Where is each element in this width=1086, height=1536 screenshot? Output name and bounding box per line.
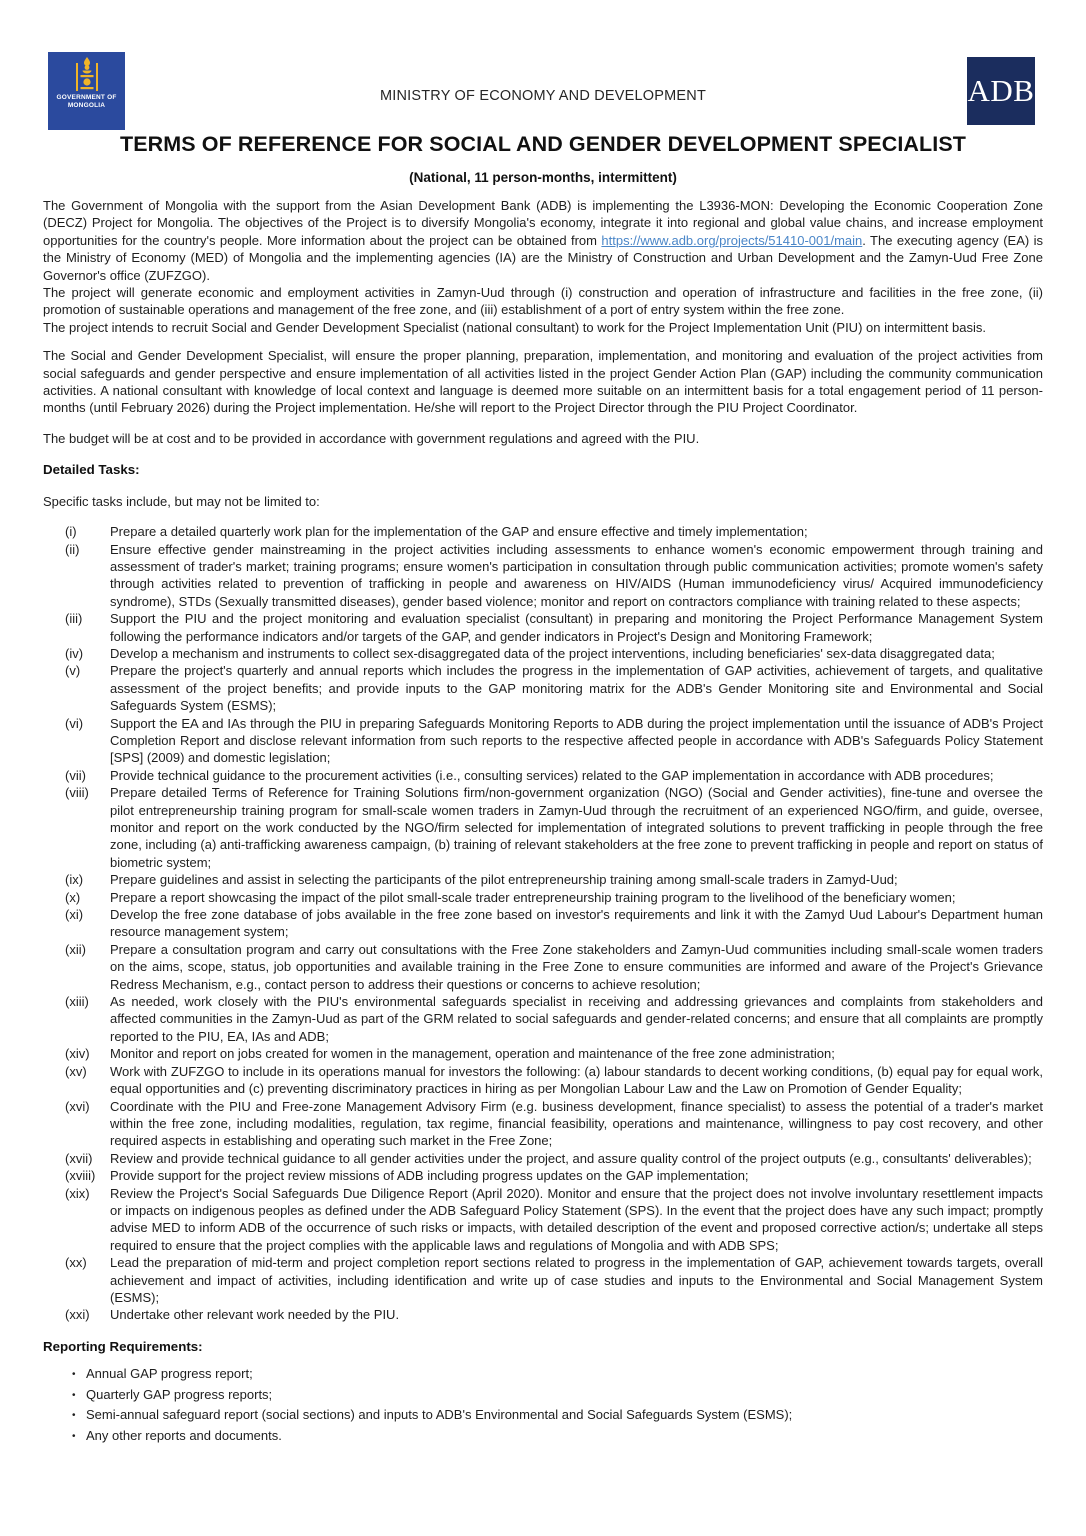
task-text: Prepare a detailed quarterly work plan for the implementation of the GAP and ensure effective and timely implementation; xyxy=(110,524,808,540)
soyombo-icon xyxy=(76,57,98,91)
task-number: (xiv) xyxy=(65,1046,90,1062)
bullet-text: Semi-annual safeguard report (social sections) and inputs to ADB's Environmental and Social Safeguards System (ESMS); xyxy=(86,1407,793,1423)
task-text: Ensure effective gender mainstreaming in the project activities including assessments to enhance women's economic empowerment through training and assessment of trader's market; training programs; ensure women's participation in consultation through public communication activities; promote women's safety through activities related to prevention of trafficking in people and awareness on HIV/AIDS (Human immunodeficiency virus/ Acquired immunodeficiency syndrome), STDs (Sexually transmitted diseases), gender based violence; monitor and report on contractors compliance with training related to these aspects; xyxy=(110,541,1043,609)
task-number: (xxi) xyxy=(65,1307,90,1323)
task-item xyxy=(43,1098,1043,1150)
task-text: Provide support for the project review missions of ADB including progress updates on the GAP implementation; xyxy=(110,1168,749,1184)
task-text: Review and provide technical guidance to all gender activities under the project, and assure quality control of the project outputs (e.g., consultants' deliverables); xyxy=(110,1150,1032,1166)
task-text: Prepare detailed Terms of Reference for Training Solutions firm/non-government organization (NGO) (Social and Gender activities), fine-tune and oversee the pilot entrepreneurship training program for small-scale women traders in Zamyn-Uud through the recruitment of an experienced NGO/firm, and guide, oversee, monitor and report on the work conducted by the NGO/firm selected for implementation of integrated solutions to prevent trafficking in people through the free zone, including (a) anti-trafficking awareness campaign, (b) training of relevant stakeholders at the free zone to prevent trafficking in people and report on status of biometric system; xyxy=(110,785,1043,870)
list-item xyxy=(43,1364,1043,1385)
task-number: (ii) xyxy=(65,541,80,557)
task-item xyxy=(43,1045,1043,1062)
task-item xyxy=(43,1306,1043,1323)
task-item xyxy=(43,1185,1043,1255)
task-number: (xv) xyxy=(65,1063,87,1079)
reporting-list xyxy=(43,1364,1043,1446)
task-number: (iii) xyxy=(65,611,83,627)
list-item xyxy=(43,1426,1043,1447)
bullet-text: Any other reports and documents. xyxy=(86,1427,282,1443)
bullet-text: Quarterly GAP progress reports; xyxy=(86,1386,273,1402)
task-number: (xix) xyxy=(65,1185,90,1201)
task-text: Review the Project's Social Safeguards Due Diligence Report (April 2020). Monitor and ensure that the project does not involve involuntary resettlement impacts or impacts on indigenous peoples as defined under the ADB Safeguard Policy Statement (SPS). In the event that the project does have any such impact; promptly advise MED to inform ADB of the occurrence of such risks or impacts, with detailed description of the event and proposed corrective action/s; undertake all steps required to ensure that the project complies with the applicable laws and regulations of Mongolia and with ADB SPS; xyxy=(110,1185,1043,1253)
detailed-tasks-heading: Detailed Tasks: xyxy=(43,462,140,478)
task-text: Lead the preparation of mid-term and project completion report sections related to progress in the implementation of GAP, achievement towards targets, overall achievement and impact of activities, including identification and write up of case studies and inputs to the Environmental and Social Management System (ESMS); xyxy=(110,1255,1043,1305)
bullet-icon: • xyxy=(72,1410,76,1422)
bullet-icon: • xyxy=(72,1430,76,1442)
bullet-text: Annual GAP progress report; xyxy=(86,1366,253,1382)
task-item xyxy=(43,941,1043,993)
task-number: (xiii) xyxy=(65,994,89,1010)
list-item xyxy=(43,1385,1043,1406)
task-item xyxy=(43,662,1043,714)
bullet-icon: • xyxy=(72,1389,76,1401)
task-number: (vi) xyxy=(65,715,84,731)
task-item xyxy=(43,1254,1043,1306)
task-item xyxy=(43,1167,1043,1184)
task-text: Prepare a report showcasing the impact of the pilot small-scale trader entrepreneurship training program to the livelihood of the beneficiary women; xyxy=(110,889,956,905)
task-number: (vii) xyxy=(65,767,86,783)
ministry-name: MINISTRY OF ECONOMY AND DEVELOPMENT xyxy=(379,88,707,104)
tasks-intro: Specific tasks include, but may not be limited to: xyxy=(43,493,320,509)
task-text: Provide technical guidance to the procurement activities (i.e., consulting services) related to the GAP implementation in accordance with ADB procedures; xyxy=(110,767,994,783)
task-text: Support the PIU and the project monitoring and evaluation specialist (consultant) in preparing and monitoring the Project Performance Management System following the performance indicators and/or targets of the GAP, and gender indicators in Project's Design and Monitoring Framework; xyxy=(110,611,1043,644)
intro-p1-text-before: The Government of Mongolia with the support from the Asian Development Bank (ADB) is implementing the L3936-MON: Developing the Economic Cooperation Zone (DECZ) Project for Mongolia. The objectives of the Project is to diversify Mongolia's economy, integrate it into regional and global value chains, and increase employment opportunities for the country's people. More information about the project can be obtained from xyxy=(43,198,1043,248)
task-text: Work with ZUFZGO to include in its operations manual for investors the following: (a) labour standards to decent working conditions, (b) equal pay for equal work, equal opportunities and (c) preventing discriminatory practices in hiring as per Mongolian Labour Law and the Law on Promotion of Gender Equality; xyxy=(110,1063,1043,1097)
task-item xyxy=(43,523,1043,540)
adb-logo-text: ADB xyxy=(967,73,1035,108)
task-number: (xviii) xyxy=(65,1168,96,1184)
budget-paragraph: The budget will be at cost and to be provided in accordance with government regulations and agreed with the PIU. xyxy=(43,430,700,446)
intro-p1-text-after: . The executing agency (EA) is the Ministry of Economy (MED) of Mongolia and the implementing agencies (IA) are the Ministry of Construction and Urban Development and the Zamyn-Uud Free Zone Governor's office (ZUFZGO). xyxy=(43,232,1043,283)
task-number: (xi) xyxy=(65,907,84,923)
intro-paragraph-2: The project will generate economic and employment activities in Zamyn-Uud through (i) construction and operation of infrastructure and facilities in the free zone, (ii) promotion of sustainable operations and management of the free zone, and (iii) establishment of a port of entry system within the free zone. xyxy=(43,285,1043,318)
task-list xyxy=(43,523,1043,1324)
task-number: (ix) xyxy=(65,872,84,888)
list-item xyxy=(43,1405,1043,1426)
task-number: (i) xyxy=(65,524,77,540)
task-item xyxy=(43,767,1043,784)
task-item xyxy=(43,871,1043,888)
task-item xyxy=(43,715,1043,767)
task-item xyxy=(43,610,1043,645)
task-text: Develop the free zone database of jobs available in the free zone based on investor's requirements and link it with the Zamyd Uud Labour's Department human resource management system; xyxy=(110,907,1043,940)
task-text: Prepare guidelines and assist in selecting the participants of the pilot entrepreneurship training among small-scale traders in Zamyd-Uud; xyxy=(110,872,898,888)
task-text: Prepare a consultation program and carry out consultations with the Free Zone stakeholders and Zamyn-Uud communities including small-scale women traders on the aims, scope, status, job opportunities and available training in the Free Zone to ensure communities are informed and aware of the Project's Grievance Redress Mechanism, e.g., contact person to address their questions or concerns to achieve resolution; xyxy=(110,941,1043,992)
task-item xyxy=(43,906,1043,941)
document-header xyxy=(0,0,1086,118)
task-number: (xvi) xyxy=(65,1098,90,1114)
task-number: (xx) xyxy=(65,1255,87,1271)
project-link[interactable]: https://www.adb.org/projects/51410-001/main xyxy=(601,232,863,248)
task-text: Prepare the project's quarterly and annual reports which includes the progress in the implementation of GAP activities, achievement of targets, and qualitative assessment of the project benefits; and provide inputs to the GAP monitoring matrix for the ADB's Gender Monitoring site and Environmental and Social Safeguards System (ESMS); xyxy=(110,663,1043,714)
gov-logo-caption-line2: MONGOLIA xyxy=(67,102,106,109)
page-subtitle: (National, 11 person-months, intermittent) xyxy=(409,170,677,185)
task-item xyxy=(43,645,1043,662)
task-text: Develop a mechanism and instruments to collect sex-disaggregated data of the project interventions, including beneficiaries' sex-data disaggregated data; xyxy=(110,645,995,661)
task-item xyxy=(43,1063,1043,1098)
bullet-icon: • xyxy=(72,1369,76,1381)
task-text: Coordinate with the PIU and Free-zone Management Advisory Firm (e.g. business development, finance specialist) to assess the potential of a trader's market within the free zone, including modalities, regulation, tax regime, financial feasibility, operations and maintenance, willingness to pay cost recovery, and other required aspects in establishing and operating such market in the Free Zone; xyxy=(110,1098,1043,1149)
task-text: Support the EA and IAs through the PIU in preparing Safeguards Monitoring Reports to ADB during the project implementation until the issuance of ADB's Project Completion Report and disclose relevant information from such reports to the respective affected people in accordance with ADB's Safeguards Policy Statement [SPS] (2009) and domestic legislation; xyxy=(110,715,1043,766)
task-number: (v) xyxy=(65,663,81,679)
gov-logo-caption-line1: GOVERNMENT OF xyxy=(56,94,117,101)
task-number: (viii) xyxy=(65,785,89,801)
adb-logo xyxy=(967,57,1035,125)
task-item xyxy=(43,889,1043,906)
task-item xyxy=(43,1150,1043,1167)
intro-paragraph-4: The Social and Gender Development Specialist, will ensure the proper planning, preparation, implementation, and monitoring and evaluation of the project activities from social safeguards and gender perspective and ensure implementation of all activities listed in the project Gender Action Plan (GAP) including the community communication activities. A national consultant with knowledge of local context and language is deemed more suitable on an intermittent basis for a total engagement period of 11 person-months (until February 2026) during the Project implementation. He/she will report to the Project Director through the PIU Project Coordinator. xyxy=(43,348,1043,416)
intro-paragraph-3: The project intends to recruit Social and Gender Development Specialist (national consultant) to work for the Project Implementation Unit (PIU) on intermittent basis. xyxy=(43,319,986,335)
intro-paragraph-1 xyxy=(43,197,1043,284)
task-number: (x) xyxy=(65,889,81,905)
task-number: (xvii) xyxy=(65,1150,93,1166)
page-title: TERMS OF REFERENCE FOR SOCIAL AND GENDER DEVELOPMENT SPECIALIST xyxy=(119,132,967,156)
task-item xyxy=(43,784,1043,871)
task-number: (iv) xyxy=(65,645,84,661)
task-text: Monitor and report on jobs created for women in the management, operation and maintenance of the free zone administration; xyxy=(110,1046,835,1062)
reporting-requirements-heading: Reporting Requirements: xyxy=(43,1338,203,1354)
task-item xyxy=(43,541,1043,611)
task-item xyxy=(43,993,1043,1045)
task-text: Undertake other relevant work needed by the PIU. xyxy=(110,1307,400,1323)
document-body xyxy=(0,185,1086,1446)
task-text: As needed, work closely with the PIU's environmental safeguards specialist in receiving and addressing grievances and complaints from stakeholders and affected communities in the Zamyn-Uud as part of the GRM related to social safeguards and gender-related concerns; and ensure that all complaints are promptly reported to the PIU, EA, IAs and ADB; xyxy=(110,994,1043,1044)
task-number: (xii) xyxy=(65,941,86,957)
